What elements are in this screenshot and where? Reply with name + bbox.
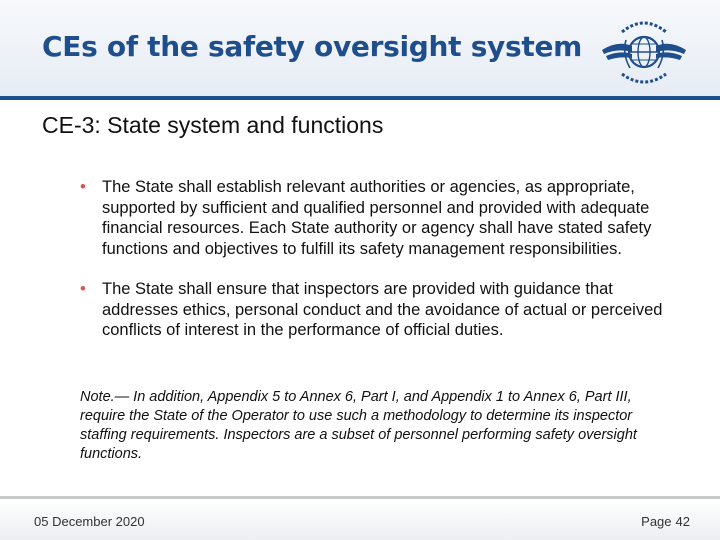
bullet-list: [80, 177, 680, 341]
header-divider: [0, 96, 720, 100]
page-number: 42: [675, 514, 690, 529]
footer-date: 05 December 2020: [34, 514, 145, 529]
bullet-dot-icon: •: [80, 280, 86, 298]
bullet-text: The State shall ensure that inspectors are provided with guidance that addresses ethics, personal conduct and the avoidance of actual or perceived conflicts of interest in the performance of official duties.: [102, 280, 663, 339]
icao-emblem-logo: [598, 10, 690, 90]
bullet-item: [80, 279, 680, 341]
note-paragraph: Note.— In addition, Appendix 5 to Annex 6, Part I, and Appendix 1 to Annex 6, Part III, require the State of the Operator to use such a methodology to determine its inspector staffing requirements. Inspectors are a subset of personnel performing safety oversight functions.: [80, 389, 637, 462]
bullet-item: [80, 177, 680, 259]
slide-title: CEs of the safety oversight system: [42, 30, 583, 63]
page-label: Page: [641, 514, 672, 529]
bullet-text: The State shall establish relevant authorities or agencies, as appropriate, supported by sufficient and qualified personnel and provided with adequate financial resources. Each State authority or agency shall have stated safety functions and objectives to fulfill its safety management responsibilities.: [102, 178, 652, 258]
page-indicator: [637, 514, 690, 529]
bullet-dot-icon: •: [80, 178, 86, 196]
slide-subtitle: CE-3: State system and functions: [42, 112, 384, 138]
